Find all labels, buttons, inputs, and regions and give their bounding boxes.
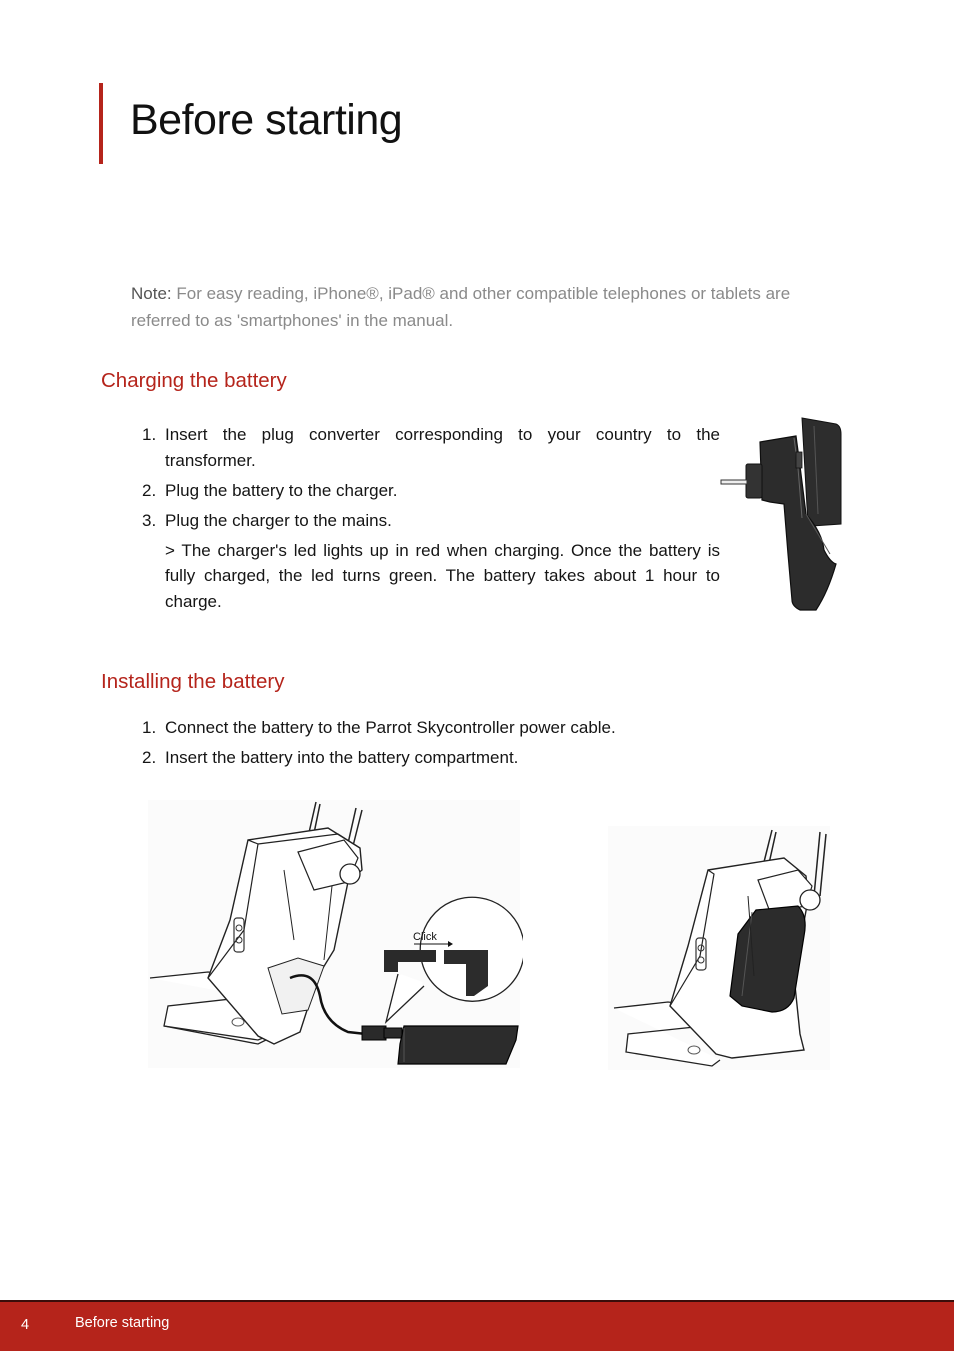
footer-section-title: Before starting xyxy=(75,1315,170,1331)
step-text: Insert the plug converter corresponding to your country to the transformer. xyxy=(165,425,720,470)
step-number: 1. xyxy=(142,425,157,444)
step-text: Insert the battery into the battery compartment. xyxy=(165,748,519,767)
step-number: 1. xyxy=(142,718,157,737)
page-title: Before starting xyxy=(130,96,403,144)
battery-connect-illustration xyxy=(148,800,523,1070)
installing-heading: Installing the battery xyxy=(101,670,285,693)
list-item xyxy=(142,508,720,534)
note-paragraph xyxy=(131,280,847,334)
page-number: 4 xyxy=(21,1317,30,1333)
charging-result: > The charger's led lights up in red when charging. Once the battery is fully charged, the led turns green. The battery takes about 1 hour to charge. xyxy=(165,540,720,611)
list-item xyxy=(142,714,782,741)
step-text: Plug the charger to the mains. xyxy=(165,510,392,530)
step-number: 2. xyxy=(142,480,157,500)
list-item xyxy=(142,422,720,473)
step-text: Plug the battery to the charger. xyxy=(165,480,398,500)
charging-heading: Charging the battery xyxy=(101,369,287,392)
step-number: 3. xyxy=(142,510,157,530)
note-text: For easy reading, iPhone®, iPad® and other compatible telephones or tablets are referred to as 'smartphones' in the manual. xyxy=(131,284,791,330)
charging-steps xyxy=(142,422,720,619)
note-label: Note: xyxy=(131,284,172,303)
installing-steps xyxy=(142,714,782,774)
click-callout-label: Click xyxy=(413,931,437,943)
title-accent-bar xyxy=(99,83,103,164)
list-item xyxy=(142,478,720,504)
battery-installed-illustration xyxy=(608,826,832,1072)
page-footer xyxy=(0,1300,954,1351)
charger-illustration xyxy=(718,414,844,614)
step-text: Connect the battery to the Parrot Skycontroller power cable. xyxy=(165,718,616,737)
list-item xyxy=(142,744,782,771)
step-number: 2. xyxy=(142,748,157,767)
